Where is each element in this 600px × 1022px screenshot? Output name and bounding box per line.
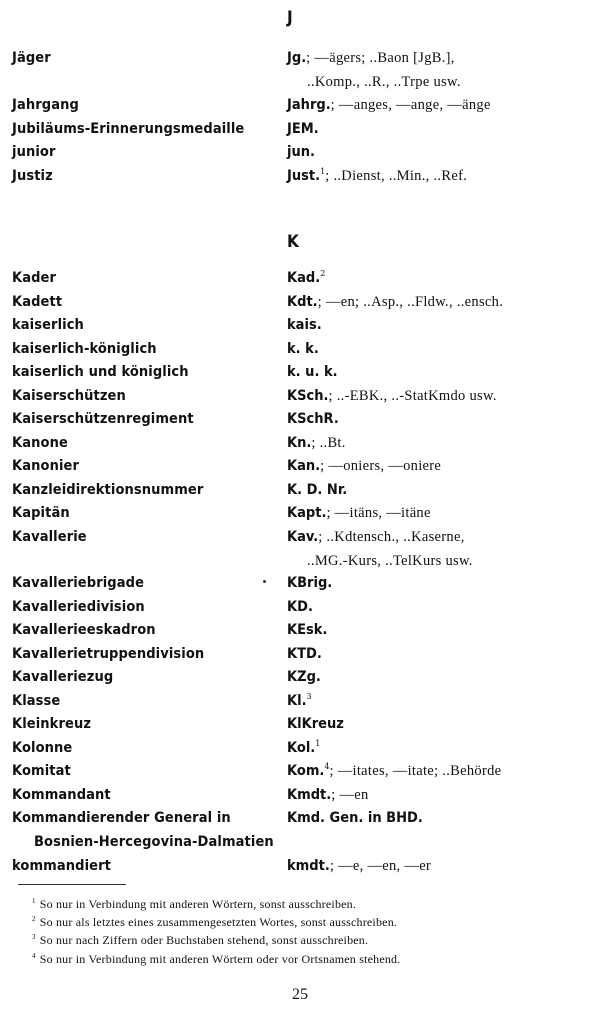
- section-letter-k: K: [287, 232, 299, 252]
- entry-abbreviation: [287, 806, 592, 830]
- footnote-2: [32, 913, 592, 931]
- footnote-3: [32, 931, 592, 949]
- abbr-text: KSch.: [287, 388, 329, 404]
- entry-term: Kolonne: [12, 740, 73, 756]
- page-number: 25: [292, 986, 308, 1003]
- abbr-text: KEsk.: [287, 622, 328, 638]
- abbr-text: Kapt.: [287, 505, 327, 521]
- entry-term: Kader: [12, 270, 57, 286]
- entry-abbreviation: [287, 642, 592, 666]
- entry-term: Kaiserschützen: [12, 388, 126, 404]
- entry-term: Jahrgang: [12, 97, 79, 113]
- entry-abbreviation: [287, 313, 592, 337]
- abbr-forms: ; —itates, —itate; ..Behörde: [329, 763, 502, 779]
- entry-term: Kapitän: [12, 505, 70, 521]
- entry-term: Kavalleriedivision: [12, 599, 145, 615]
- entry-abbreviation: [287, 431, 592, 455]
- entry-abbreviation: [287, 689, 592, 713]
- abbr-forms: ; —en; ..Asp., ..Fldw., ..ensch.: [317, 294, 504, 310]
- entry-abbreviation: [287, 783, 592, 807]
- footnote-divider: [18, 884, 126, 885]
- abbr-text: jun.: [287, 144, 316, 160]
- abbr-text: K. D. Nr.: [287, 482, 348, 498]
- footnote-ref: 1: [315, 739, 321, 748]
- entry-term: Komitat: [12, 763, 71, 779]
- entry-abbreviation: [287, 337, 592, 361]
- abbr-text: KSchR.: [287, 411, 339, 427]
- footnote-1: [32, 895, 592, 913]
- abbr-text: kmdt.: [287, 858, 330, 874]
- entry-abbreviation: [287, 290, 592, 314]
- entry-term: kaiserlich-königlich: [12, 341, 157, 357]
- entry-abbreviation: [287, 571, 592, 595]
- abbr-text: Kom.: [287, 763, 325, 779]
- abbr-forms: ; —oniers, —oniere: [320, 458, 442, 474]
- abbr-text: Kad.: [287, 270, 321, 286]
- footnote-text: So nur in Verbindung mit anderen Wörtern, sonst ausschreiben.: [39, 897, 357, 911]
- entry-term: Kavallerieeskadron: [12, 622, 156, 638]
- entry-abbreviation: [287, 117, 592, 141]
- abbr-text: KBrig.: [287, 575, 333, 591]
- abbr-text: KTD.: [287, 646, 322, 662]
- abbr-text: Jg.: [287, 50, 307, 66]
- entry-term: Jubiläums-Erinnerungsmedaille: [12, 121, 245, 137]
- abbr-text: Kl.: [287, 693, 307, 709]
- abbr-text: k. k.: [287, 341, 319, 357]
- entry-abbreviation: [287, 525, 592, 573]
- abbr-forms: ; ..-EBK., ..-StatKmdo usw.: [328, 388, 497, 404]
- abbr-text: k. u. k.: [287, 364, 338, 380]
- entry-abbreviation: [287, 712, 592, 736]
- entry-term: Kanzleidirektionsnummer: [12, 482, 204, 498]
- footnote-text: So nur nach Ziffern oder Buchstaben stehend, sonst ausschreiben.: [39, 933, 369, 947]
- abbr-text: kais.: [287, 317, 322, 333]
- footnote-4: [32, 950, 592, 968]
- section-letter-j: J: [287, 8, 293, 28]
- entry-abbreviation: [287, 665, 592, 689]
- abbr-text: Kmdt.: [287, 787, 332, 803]
- abbr-text: Kdt.: [287, 294, 318, 310]
- term-line-2: Bosnien-Hercegovina-Dalmatien: [34, 834, 274, 850]
- scan-speck: [263, 580, 266, 583]
- abbr-forms: ; —anges, —ange, —änge: [330, 97, 491, 113]
- abbr-text: Kan.: [287, 458, 321, 474]
- abbr-forms: ; —en: [331, 787, 369, 803]
- abbr-forms: ; —itäns, —itäne: [326, 505, 431, 521]
- abbr-text: Kn.: [287, 435, 312, 451]
- abbr-text: JEM.: [287, 121, 319, 137]
- entry-term: kaiserlich: [12, 317, 84, 333]
- abbr-text: Kav.: [287, 529, 319, 545]
- entry-abbreviation: [287, 501, 592, 525]
- footnote-ref: 3: [306, 692, 312, 701]
- entry-term: Kanonier: [12, 458, 80, 474]
- entry-term: Kanone: [12, 435, 68, 451]
- abbr-forms: ; —ägers; ..Baon [JgB.],: [306, 50, 455, 66]
- entry-term: Kavallerie: [12, 529, 87, 545]
- entry-abbreviation: [287, 736, 592, 760]
- entry-abbreviation: [287, 360, 592, 384]
- abbr-continuation: ..Komp., ..R., ..Trpe usw.: [307, 74, 461, 90]
- footnote-mark: 2: [32, 915, 36, 923]
- abbr-text: Just.: [287, 168, 321, 184]
- entry-abbreviation: [287, 454, 592, 478]
- entry-term: Kavalleriezug: [12, 669, 114, 685]
- entry-term: Kaiserschützenregiment: [12, 411, 194, 427]
- entry-abbreviation: [287, 759, 592, 783]
- abbr-text: KlKreuz: [287, 716, 344, 732]
- abbr-text: KD.: [287, 599, 313, 615]
- abbr-text: Jahrg.: [287, 97, 331, 113]
- entry-term: kommandiert: [12, 858, 111, 874]
- footnote-mark: 1: [32, 897, 36, 905]
- entry-term: junior: [12, 144, 56, 160]
- footnote-text: So nur in Verbindung mit anderen Wörtern oder vor Ortsnamen stehend.: [39, 952, 401, 966]
- entry-term: Kadett: [12, 294, 63, 310]
- entry-abbreviation: [287, 93, 592, 117]
- entry-term: [12, 806, 284, 854]
- entry-term: Kavallerietruppendivision: [12, 646, 205, 662]
- entry-abbreviation: [287, 478, 592, 502]
- entry-abbreviation: [287, 266, 592, 290]
- footnote-text: So nur als letztes eines zusammengesetzten Wortes, sonst ausschreiben.: [39, 915, 398, 929]
- abbr-text: Kol.: [287, 740, 316, 756]
- footnote-mark: 4: [32, 952, 36, 960]
- abbr-forms: ; ..Dienst, ..Min., ..Ref.: [325, 168, 468, 184]
- entry-term: Klasse: [12, 693, 61, 709]
- entry-term: Jäger: [12, 50, 51, 66]
- entry-term: kaiserlich und königlich: [12, 364, 189, 380]
- entry-abbreviation: [287, 407, 592, 431]
- abbr-text: KZg.: [287, 669, 321, 685]
- term-line-1: Kommandierender General in: [12, 810, 231, 826]
- abbr-forms: ; ..Bt.: [311, 435, 346, 451]
- entry-term: Kavalleriebrigade: [12, 575, 145, 591]
- entry-abbreviation: [287, 140, 592, 164]
- entry-term: Justiz: [12, 168, 53, 184]
- entry-abbreviation: [287, 384, 592, 408]
- entry-term: Kleinkreuz: [12, 716, 92, 732]
- footnote-ref: 1: [320, 167, 326, 176]
- footnote-ref: 4: [324, 762, 330, 771]
- abbr-forms: ; —e, —en, —er: [329, 858, 432, 874]
- entry-abbreviation: [287, 46, 592, 94]
- footnote-ref: 2: [320, 269, 326, 278]
- entry-abbreviation: [287, 595, 592, 619]
- abbr-continuation: ..MG.-Kurs, ..TelKurs usw.: [307, 553, 473, 569]
- entry-abbreviation: [287, 618, 592, 642]
- entry-abbreviation: [287, 854, 592, 878]
- abbr-text: Kmd. Gen. in BHD.: [287, 810, 423, 826]
- abbr-forms: ; ..Kdtensch., ..Kaserne,: [318, 529, 465, 545]
- entry-term: Kommandant: [12, 787, 111, 803]
- footnote-mark: 3: [32, 933, 36, 941]
- entry-abbreviation: [287, 164, 592, 188]
